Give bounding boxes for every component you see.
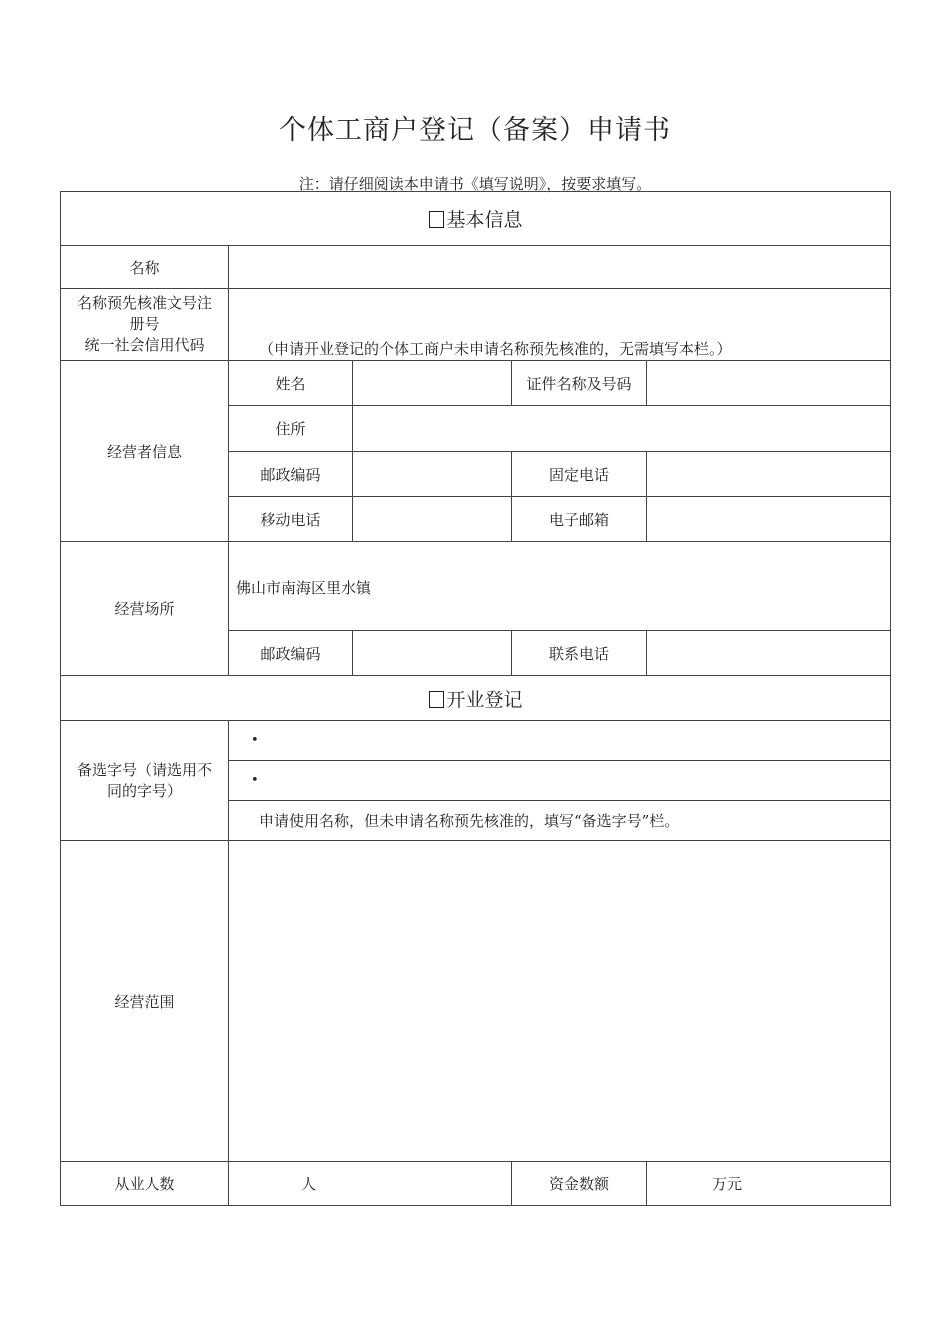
premises-field[interactable]: 佛山市南海区里水镇	[229, 542, 891, 631]
section-basic-info	[61, 192, 891, 246]
page-title: 个体工商户登记（备案）申请书	[279, 115, 671, 146]
section-opening-label: 开业登记	[446, 688, 523, 711]
alt-name-2-field[interactable]: •	[229, 761, 891, 801]
premises-label: 经营场所	[61, 542, 229, 676]
alt-names-hint: 申请使用名称，但未申请名称预先核准的，填写“备选字号”栏。	[229, 801, 891, 841]
alt-names-label: 备选字号（请选用不 同的字号）	[61, 721, 229, 841]
premises-postal-label: 邮政编码	[229, 631, 353, 676]
name-field[interactable]	[229, 246, 891, 289]
capital-label: 资金数额	[512, 1162, 647, 1206]
employees-field[interactable]	[229, 1162, 512, 1206]
residence-field[interactable]	[353, 406, 891, 452]
full-name-label: 姓名	[229, 361, 353, 406]
mobile-field[interactable]	[353, 497, 512, 542]
prename-hint: （申请开业登记的个体工商户未申请名称预先核准的，无需填写本栏。）	[259, 340, 732, 358]
email-field[interactable]	[647, 497, 891, 542]
prename-label: 名称预先核准文号注 册号 统一社会信用代码	[61, 289, 229, 361]
application-form	[60, 191, 891, 1206]
scope-field[interactable]	[229, 841, 891, 1162]
section-opening	[61, 676, 891, 721]
checkbox-icon[interactable]	[429, 211, 444, 228]
mobile-label: 移动电话	[229, 497, 353, 542]
id-doc-label: 证件名称及号码	[512, 361, 647, 406]
section-basic-label: 基本信息	[446, 209, 523, 231]
prename-field[interactable]	[229, 289, 891, 361]
id-doc-field[interactable]	[647, 361, 891, 406]
postal-code-field[interactable]	[353, 452, 512, 497]
postal-code-label: 邮政编码	[229, 452, 353, 497]
capital-field[interactable]	[647, 1162, 891, 1206]
contact-phone-label: 联系电话	[512, 631, 647, 676]
full-name-field[interactable]	[353, 361, 512, 406]
residence-label: 住所	[229, 406, 353, 452]
scope-label: 经营范围	[61, 841, 229, 1162]
contact-phone-field[interactable]	[647, 631, 891, 676]
employees-unit: 人	[301, 1175, 317, 1193]
email-label: 电子邮箱	[512, 497, 647, 542]
capital-unit: 万元	[712, 1175, 743, 1193]
premises-postal-field[interactable]	[353, 631, 512, 676]
name-label: 名称	[61, 246, 229, 289]
landline-field[interactable]	[647, 452, 891, 497]
operator-info-label: 经营者信息	[61, 361, 229, 542]
alt-name-1-field[interactable]: •	[229, 721, 891, 761]
checkbox-icon[interactable]	[429, 691, 444, 708]
instruction-note: 注：请仔细阅读本申请书《填写说明》，按要求填写。	[298, 175, 652, 193]
employees-label: 从业人数	[61, 1162, 229, 1206]
landline-label: 固定电话	[512, 452, 647, 497]
